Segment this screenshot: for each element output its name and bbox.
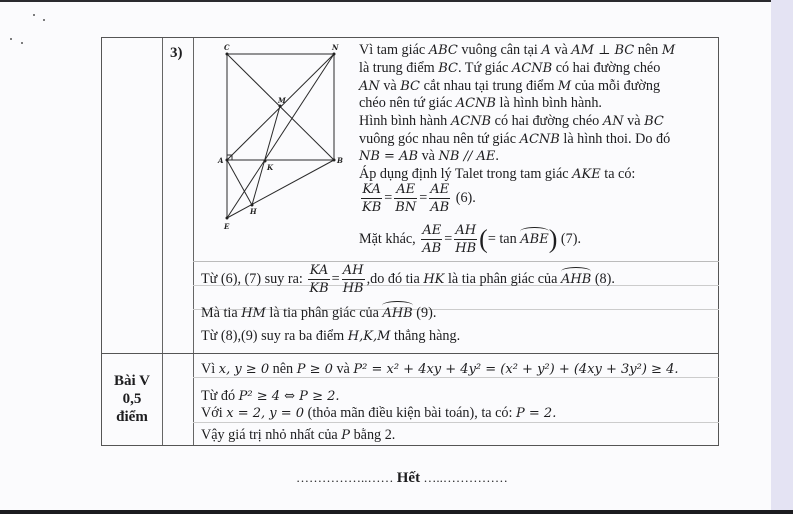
p2-line2: vuông góc nhau nên tứ giác ACNB là hình thoi. Do đó	[359, 131, 671, 147]
point-label-a: A	[218, 156, 224, 165]
point-label-h: H	[250, 207, 257, 216]
equation-7: Mặt khác, $\frac{AE}{AB}$ = $\frac{AH}{HB}$ (= tan ABE) (7).	[359, 223, 581, 256]
row-divider-bai5	[102, 353, 718, 354]
scan-speck	[10, 38, 12, 40]
p3-line1: Áp dụng định lý Talet trong tam giác AKE ta có:	[359, 166, 636, 182]
point-label-k: K	[267, 163, 274, 172]
p1-line1: Vì tam giác ABC vuông cân tại A và AM ⊥ BC nên M	[359, 42, 676, 58]
equation-6: $\frac{KA}{KB}$ = $\frac{AE}{BN}$ = $\frac{AE}{AB}$ (6).	[362, 182, 476, 215]
point-label-b: B	[337, 156, 343, 165]
scan-speck	[21, 42, 23, 44]
scan-bottom-edge	[0, 510, 793, 514]
bai5-line1: Vì x, y ≥ 0 nên P ≥ 0 và P² = x² + 4xy + 4y² = (x² + y²) + (4xy + 3y²) ≥ 4.	[201, 361, 679, 377]
row-divider-light	[193, 422, 719, 423]
end-marker: ……………..…… Hết …..……………	[296, 470, 508, 486]
p2-line1: Hình bình hành ACNB có hai đường chéo AN và BC	[359, 113, 664, 129]
scan-top-edge	[0, 0, 793, 2]
column-divider-2	[193, 38, 194, 445]
p1-line2: là trung điểm BC. Tứ giác ACNB có hai đường chéo	[359, 60, 661, 76]
bai5-label: Bài V 0,5 điểm	[114, 373, 150, 425]
scan-right-margin	[771, 0, 793, 514]
geometry-diagram	[210, 42, 350, 237]
bai5-line3: Với x = 2, y = 0 (thỏa mãn điều kiện bài toán), ta có: P = 2.	[201, 405, 557, 421]
line-9: Mà tia HM là tia phân giác của AHB (9).	[201, 305, 437, 321]
p1-line4: chéo nên tứ giác ACNB là hình bình hành.	[359, 95, 602, 111]
equation-8: Từ (6), (7) suy ra: $\frac{KA}{KB}$ = $\frac{AH}{HB}$ ,do đó tia HK là tia phân giác của AHB (8).	[201, 263, 615, 296]
bai5-line2: Từ đó P² ≥ 4 ⇔ P ≥ 2.	[201, 388, 340, 404]
bai5-line4: Vậy giá trị nhỏ nhất của P bằng 2.	[201, 427, 396, 443]
scan-speck	[43, 19, 45, 21]
section-label: 3)	[170, 45, 183, 61]
p1-line3: AN và BC cắt nhau tại trung điểm M của mỗi đường	[359, 78, 661, 94]
point-label-e: E	[224, 222, 230, 231]
line-10: Từ (8),(9) suy ra ba điểm H,K,M thẳng hàng.	[201, 328, 461, 344]
p2-line3: NB = AB và NB // AE.	[359, 148, 499, 164]
column-divider-1	[162, 38, 163, 445]
point-label-m: M	[278, 96, 286, 105]
scan-speck	[33, 14, 35, 16]
point-label-c: C	[224, 43, 230, 52]
point-label-n: N	[332, 43, 339, 52]
